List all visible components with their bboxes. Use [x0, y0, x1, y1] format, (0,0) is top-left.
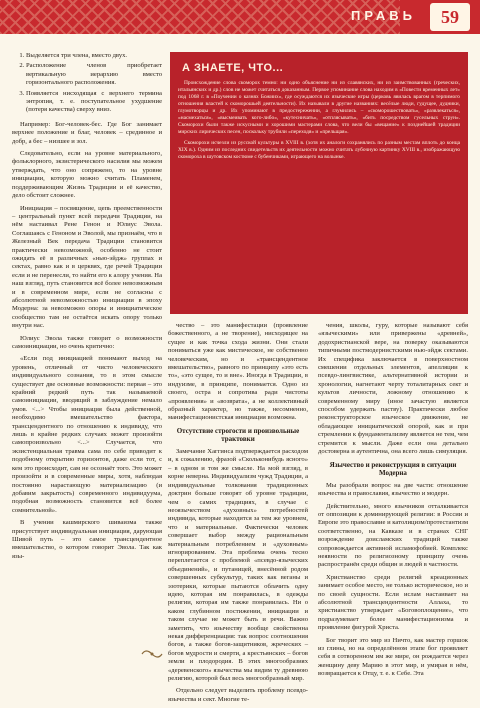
- section-heading: Язычество и реконструкция в ситуации Модерна: [329, 460, 457, 478]
- column-left: [12, 52, 162, 565]
- paragraph: Действительно, много язычников отталкивается от оппозиции к доминирующей религии: в России и Европе это православие и католицизм/протестантизм соответственно, на Кавказе и в странах СНГ возрождение доисламских традиций также сопровождается активной исламофобией. Комплекс неявности по религиозному принципу очень распространён среди общин и людей в частности.: [318, 502, 468, 569]
- paragraph: Инициация – посвящение, цепь преемственности – центральный пункт всей передачи Традиции, на нём настаивал Рене Генон и Юлиус Эвола. Соглашаясь с Геноном и Эволой, мы признаём, что в Железный Век передача Традиции становится практически невозможной, особенно не стоит ожидать её в различных «нью-эйдж» группах и сектах, равно как и в церквях, где речей Традиции если и не перенесли, то найти его к алору учения. На наш взгляд, путь становится всё более невозможным и в современном мире, если не согласны с абсолютной невозможностью инициации в эпоху Модерна: за невозможно опоры и инициатическое сообщество там не остаётся искать опору только внутри нас.: [12, 204, 162, 330]
- column-right: [318, 322, 468, 683]
- paragraph: Например: Бог-человек-бес. Где Бог занимает верхнее положение и благ, человек – срединное и добр, а бес – низшее и зол.: [12, 120, 162, 145]
- info-sidebar: [170, 52, 468, 314]
- paragraph: Следовательно, если на уровне материального, фольклорного, экзистерического насилия мы можем утверждать, что оно сопряжено, то на уровне инициации, которую можно считать Пламенем, поддерживающим Жизнь Традиции и её качество, дело обстоит сложнее.: [12, 150, 162, 200]
- list-item: 1. Выделяется три члена, вместо двух.: [26, 52, 162, 60]
- numbered-list: [12, 52, 162, 115]
- sidebar-paragraph: Скоморохи исчезли из русской культуры в XVIII в. (хотя их аналоги сохранялись по разным местам вплоть до конца XIX в.). Одним из последних свидетельств их деятельности можно считать лубочную картинку XVIII в., изображающую скомороха в шутовском костюме с бубенчиками, играющего на волынке.: [178, 140, 460, 160]
- column-middle: [168, 322, 308, 708]
- sidebar-title: А ЗНАЕТЕ, ЧТО...: [182, 62, 284, 74]
- end-ornament-icon: [140, 648, 164, 660]
- page-number: 59: [430, 3, 470, 31]
- paragraph: чения, школы, гуру, которые называют себя «языческими» или привержены «древней», додохристианской вере, на поверку оказываются типичными постмодернистскими нью-эйдж сектами. Их специфика заключается в поверхностном смешении отдельных элементов, апелляции к псевдо-лингвистике, альтернативной истории и хронологии, нагнетают черту тоталитарных сект и культов личности, ложному отношению к современному миру (иное зачастую является способом удержать паству). Практически любое реконструкторское языческое движение, не обладающее инициатической опорой, как и при стремлении к фундаментализму является не тем, чем стремится к мысли. Даже если она детально достоверна и аутентична, она всего лишь симуляция.: [318, 322, 468, 456]
- paragraph: Бог творит это мир из Ничто, как мастер горшок из глины, но на определённом этапе бог проявляет себя в сотворенном им же мире, он рождается через женщину деву Марию в этот мир, и умирая в нём, возвращается к Отцу, т. е. к Себе. Эта: [318, 636, 468, 678]
- paragraph: Мы разобрали вопрос на две части: отношение язычества и православия, язычество и модерн.: [318, 481, 468, 498]
- section-heading: Отсутствие строгости и произвольные трактовки: [176, 426, 300, 444]
- paragraph: чество – это манифестации (проявление божественного, а не творение), нисходящее на сущее и как точка схода жизни. Они стали пониматься уже как мистическое, не собственно человеческим, но и «трансцендентное вмешательство», равного по принципу «это есть то», «это сущее, то и вне». Иногда в Традиции, в индуизме, в принципе, понимается. Одно из своего, остра и сопротива ради чистоты «проявления» и «возврата», а не коллективный образный характер, но также, несомненно, манифестационистская инициация возможна.: [168, 322, 308, 422]
- sidebar-paragraph: Происхождение слова скоморох темно: ни одно объяснение ни из славянских, ни из заимствованных (греческих, итальянских и др.) слов не может считаться доказанным. Первое упоминание слова находим в «Повести временных лет» под 1068 г. в «Поучении о казнях Божиих», где осуждаются их языческие игры (церковь явилась врагом в терпимого отношения властей к скоморошьей деятельности). Их называли в другие названиях: весёлые люди, гудущее, дудники, глумотворцы и др. Их упоминают в предостережении, а глумились – «скоморошествовать», «развлекаться», «насмехаться», «высмеивать кого-либо», «кутесничать», «отплясывать», «бить посредством гусельных струн». Скоморохи были также искусными и хорошими мастерами слова, что вели бы «вещание» к позднейшей традиции мирских лирических песен, поскольку трубили «переходя» и «прельщая».: [178, 80, 460, 135]
- list-item: 3. Появляется нисходящая с верхнего термина энтропия, т. е. поступательное ухудшение (потеря качества) сверху вниз.: [26, 90, 162, 115]
- paragraph: Отдельно следует выделить проблему псевдо-язычества и сект. Многие те-: [168, 687, 308, 703]
- paragraph: Замечание Хаггинса подтверждается расходом и, к сожалению, фразой «Скольконибудь ясного» – в одном и том же смысле. На мой взгляд, в корне неверна. Индивидуализм чужд Традиции, а индивидуальные толкования традиционных доктрин больше говорят об уровне традиции, чем о самих традициях, в случае с неоязычеством «духовных» потребностей индивида, которые находится за тем же уровнем, что и материальные. Фактически человек совершает выбор между рациональным материальным потреблением и «духовным» игнорированием. Эта проблема очень тесно переплетается с проблемой «псевдо-языческих объединений», и путаницей, внесённой родом совершенных субкультур, таких как веганы и эзотерики, которые пытаются облачить одну идею, которая им понравилась, в одежды религии, которая им также понравилась. Ни о каком глубинном постижении, инициации и таком случае не может быть и речи. Важно заметить, что язычеству вообще свойственна некая дифференциация: так вопрос соотношения богов, а также богов-защитников, жреческих – богов мудрости и смерти, а крестьянских – богов земли и плодородия. В этих многообразиях «деревенского» язычества мы видим ту древнюю религию, которой был весь многообразный мир.: [168, 448, 308, 683]
- paragraph: Христианство среди религий креационных занимает особое место, не только историческое, но и по своей сущности. Если ислам настаивает на абсолютной трансцендентности Аллаха, то христианство утверждает «Боговоплощение», что подразумевает более манифестационизма и проявление фигурой Христа.: [318, 573, 468, 632]
- page-header: [0, 0, 480, 34]
- paragraph: Юлиус Эвола также говорит о возможности самоинициации, но очень критично:: [12, 334, 162, 350]
- section-title: ПРАВЬ: [351, 8, 416, 23]
- paragraph: В учении кашмирского шиваизма также присутствует индивидуальная инициация, дарующая Шивой путь – это самое трансцендентное вмешательство, о котором говорит Эвола. Так как язы-: [12, 519, 162, 560]
- quote-paragraph: «Если под инициацией понимают выход на уровень, отличный от чисто человеческого индивидуального сознания, то в этом смысле существует две основные возможности: первая – это крайний редкий путь так называемой самоинициации, вводящий в заблуждение немало умов. <...> Чтобы инициация была действенной, необходимо вмешательство фактора, трансцендентного по отношению к индивиду, что лишь в крайне редких случаях может произойти самопроизвольно <...> Случается, что экзистенциальная травма сама по себе приводит к подобному открытию горизонтов, даже если тот, с кем это происходит, сам не осознаёт того. Это может произойти и в современные миры, хотя, наблюдая постоянно нарастающую материализацию (и добавим закрытость) современного индивидуума, подобная возможность становится всё более сомнительной».: [12, 355, 162, 514]
- list-item: 2. Расположение членов приобретает вертикальную иерархию вместо горизонтального расположения.: [26, 62, 162, 87]
- ornament-pattern: [0, 0, 400, 34]
